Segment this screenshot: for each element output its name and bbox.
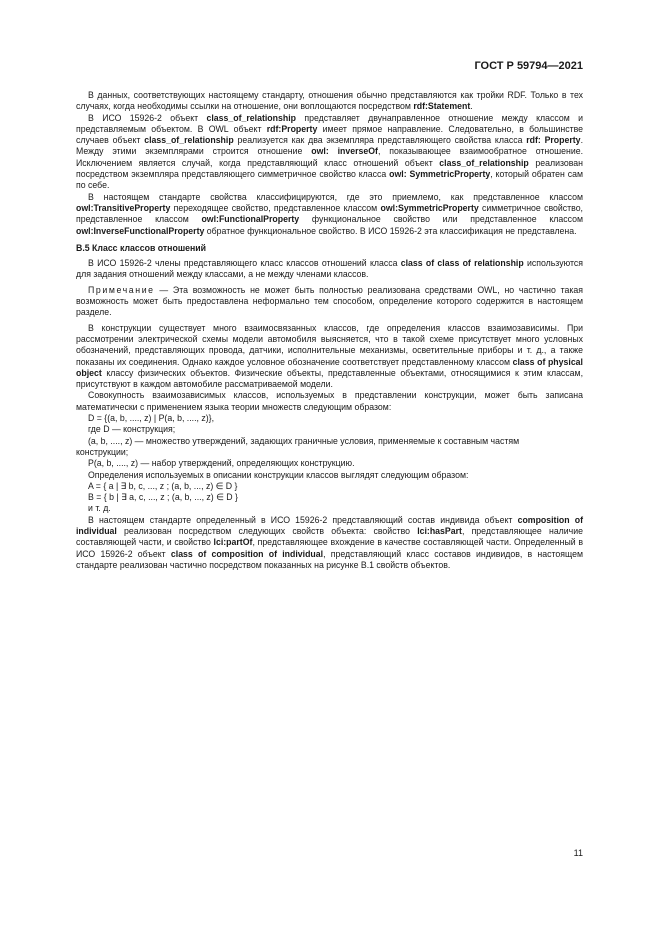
paragraph-class-definitions: Определения используемых в описании конструкции классов выглядят следующим образом: (88, 469, 469, 480)
paragraph-design-classes: В конструкции существует много взаимосвязанных классов, где определения классов взаимозависимы. При рассмотрении электрической схемы модели автомобиля выясняется, что в такой схеме присутствует много условных обозначений, представляющих провода, датчики, исполнительные механизмы, осветительные приборы и т. д., а также показаны их соединения. Однако каждое условное обозначение соответствует представленному классом class of physical object классу физических объектов. Физические объекты, представленные объектами, относящимися к этим классам, присутствуют в каждом автомобиле рассматриваемой модели. (76, 322, 583, 390)
paragraph-set-theory-intro: Совокупность взаимозависимых классов, используемых в представлении конструкции, может быть записана математически с применением языка теории множеств следующим образом: (76, 390, 583, 412)
paragraph-property-classification: В настоящем стандарте свойства классифицируются, где это приемлемо, как представленное классом owl:TransitiveProperty переходящее свойство, представленное классом owl:SymmetricProperty симметричное свойство, представленное классом owl:FunctionalProperty функциональное свойство или представленное классом owl:InverseFunctionalProperty обратное функциональное свойство. В ИСО 15926-2 эта классификация не представлена. (76, 191, 584, 236)
paragraph-class-of-relationship: В ИСО 15926-2 объект class_of_relationship представляет двунаправленное отношение между классом и представляемым объектом. В OWL объект rdf:Property имеет прямое направление. Следовательно, в большинстве случаев объект class_of_relationship реализуется как два экземпляра представляющего свойства класса rdf: Property. Между этими экземплярами строится отношение owl: inverseOf, показывающее взаимообратное отношение. Исключением является случай, когда представляющий класс отношений объект class_of_relationship реализован посредством экземпляра представляющего симметричное свойство класса owl: SymmetricProperty, который обратен сам по себе. (76, 112, 584, 191)
formula-where-d: где D — конструкция; (88, 424, 176, 435)
note-paragraph: Примечание — Эта возможность не может быть полностью реализована средствами OWL, но частично такая возможность может быть предоставлена неформально тем способом, определение которого содержится в настоящем разделе. (76, 284, 583, 318)
formula-design-set: D = {(a, b, ...., z) | P(a, b, ...., z)}, (88, 413, 215, 424)
formula-class-a: A = { a | ∃ b, c, ..., z ; (a, b, ..., z) ∈ D } (88, 480, 238, 491)
section-heading: В.5 Класс классов отношений (76, 242, 207, 253)
formula-class-b: B = { b | ∃ a, c, ..., z ; (a, b, ..., z) ∈ D } (88, 492, 238, 503)
paragraph-composition-of-individual: В настоящем стандарте определенный в ИСО 15926-2 представляющий состав индивида объект composition of individual реализован посредством следующих свойств объекта: свойство lci:hasPart, представляющее наличие составляющей части, и свойство lci:partOf, представляющее вхождение в качестве составляющей части. Определенный в ИСО 15926-2 объект class of composition of individual, представляющий класс составов индивидов, в настоящем стандарте реализован частично посредством показанных на рисунке В.1 свойств объектов. (76, 514, 583, 570)
paragraph-rdf-triples: В данных, соответствующих настоящему стандарту, отношения обычно представляются как тройки RDF. Только в тех случаях, когда необходимы ссылки на отношение, они воплощаются посредством rdf:Statement. (76, 90, 583, 112)
page-body (76, 90, 583, 571)
document-code: ГОСТ Р 59794—2021 (474, 60, 583, 72)
paragraph-class-of-class: В ИСО 15926-2 члены представляющего класс классов отношений класса class of class of relationship используются для задания отношений между классами, а не между членами классов. (76, 258, 583, 280)
note-label: Примечание (88, 284, 155, 295)
formula-predicate: P(a, b, ...., z) — набор утверждений, определяющих конструкцию. (88, 458, 355, 469)
formula-etc: и т. д. (88, 503, 111, 514)
term-rdf-statement: rdf:Statement (413, 101, 471, 112)
page-number: 11 (573, 848, 583, 858)
formula-statements-continuation: конструкции; (76, 446, 129, 457)
formula-statements-set: (a, b, ...., z) — множество утверждений, задающих граничные условия, применяемые к составным частям (88, 435, 520, 446)
